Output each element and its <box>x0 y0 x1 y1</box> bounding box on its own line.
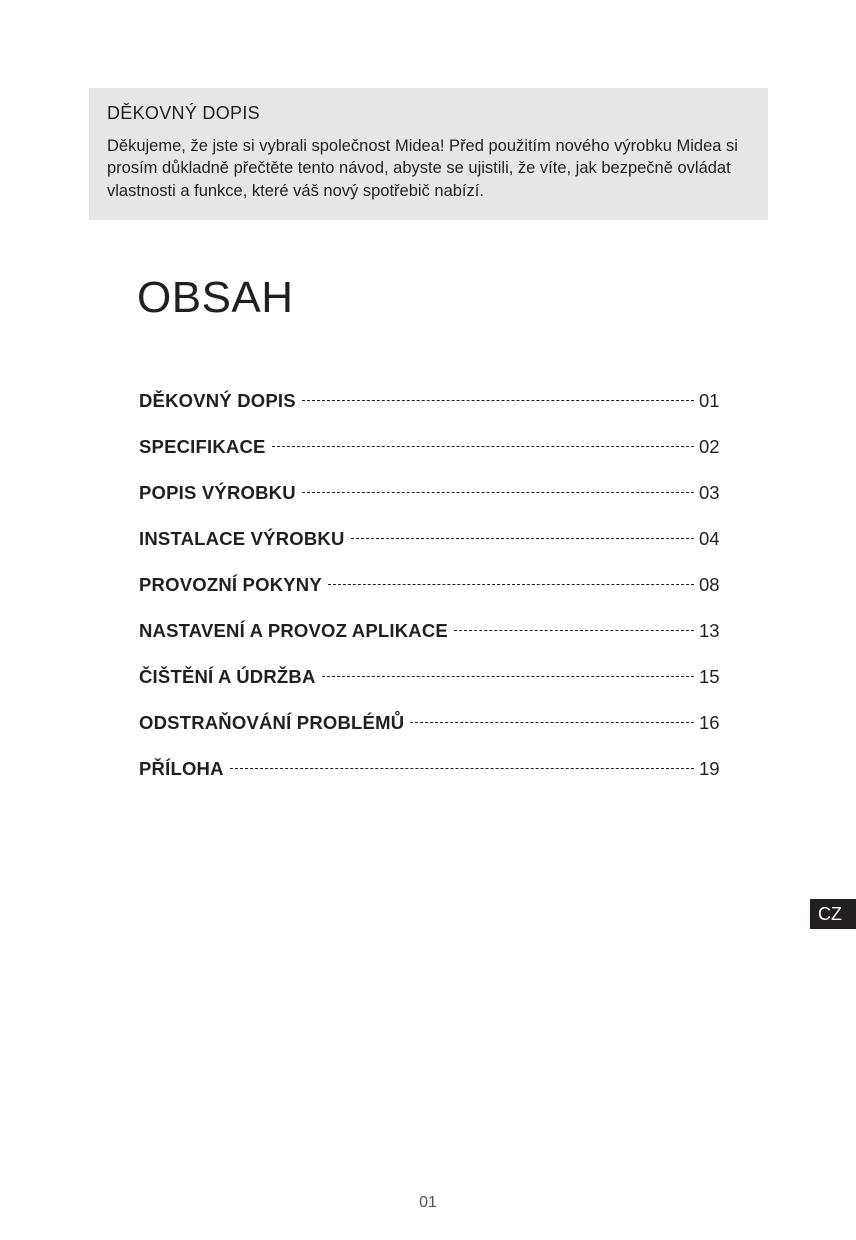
toc-entry-label: ČIŠTĚNÍ A ÚDRŽBA <box>139 666 316 687</box>
toc-leader-dashes <box>322 675 694 677</box>
toc-entry-app-settings[interactable] <box>139 618 719 664</box>
toc-entry-page: 15 <box>699 666 720 687</box>
toc-entry-label: PŘÍLOHA <box>139 758 224 779</box>
toc-leader-dashes <box>302 491 694 493</box>
toc-entry-label: INSTALACE VÝROBKU <box>139 528 345 549</box>
thank-you-letter-box <box>89 88 768 220</box>
toc-entry-label: PROVOZNÍ POKYNY <box>139 574 322 595</box>
toc-leader-dashes <box>328 583 694 585</box>
thank-you-heading: DĚKOVNÝ DOPIS <box>107 103 260 123</box>
toc-entry-page: 08 <box>699 574 720 595</box>
page-number: 01 <box>419 1194 437 1211</box>
table-of-contents <box>139 388 719 802</box>
toc-entry-operating-instructions[interactable] <box>139 572 719 618</box>
language-tab: CZ <box>810 899 856 929</box>
toc-entry-appendix[interactable] <box>139 756 719 802</box>
toc-entry-page: 01 <box>699 390 720 411</box>
toc-leader-dashes <box>272 445 694 447</box>
toc-entry-label: SPECIFIKACE <box>139 436 266 457</box>
toc-entry-page: 02 <box>699 436 720 457</box>
toc-entry-cleaning-maintenance[interactable] <box>139 664 719 710</box>
toc-entry-product-installation[interactable] <box>139 526 719 572</box>
toc-entry-troubleshooting[interactable] <box>139 710 719 756</box>
toc-entry-thank-you-letter[interactable] <box>139 388 719 434</box>
toc-title: OBSAH <box>137 273 294 322</box>
toc-entry-page: 03 <box>699 482 720 503</box>
toc-entry-specifications[interactable] <box>139 434 719 480</box>
toc-entry-page: 13 <box>699 620 720 641</box>
toc-leader-dashes <box>410 721 694 723</box>
toc-leader-dashes <box>454 629 694 631</box>
toc-entry-label: DĚKOVNÝ DOPIS <box>139 390 296 411</box>
thank-you-text: Děkujeme, že jste si vybrali společnost Midea! Před použitím nového výrobku Midea si prosím důkladně přečtěte tento návod, abyste se ujistili, že víte, jak bezpečně ovládat vlastnosti a funkce, které váš nový spotřebič nabízí. <box>107 136 738 200</box>
toc-leader-dashes <box>351 537 694 539</box>
toc-entry-label: NASTAVENÍ A PROVOZ APLIKACE <box>139 620 448 641</box>
toc-entry-product-description[interactable] <box>139 480 719 526</box>
toc-entry-page: 19 <box>699 758 720 779</box>
toc-entry-page: 16 <box>699 712 720 733</box>
toc-leader-dashes <box>230 767 694 769</box>
toc-entry-label: ODSTRAŇOVÁNÍ PROBLÉMŮ <box>139 712 405 733</box>
toc-leader-dashes <box>302 399 694 401</box>
toc-entry-page: 04 <box>699 528 720 549</box>
toc-entry-label: POPIS VÝROBKU <box>139 482 296 503</box>
